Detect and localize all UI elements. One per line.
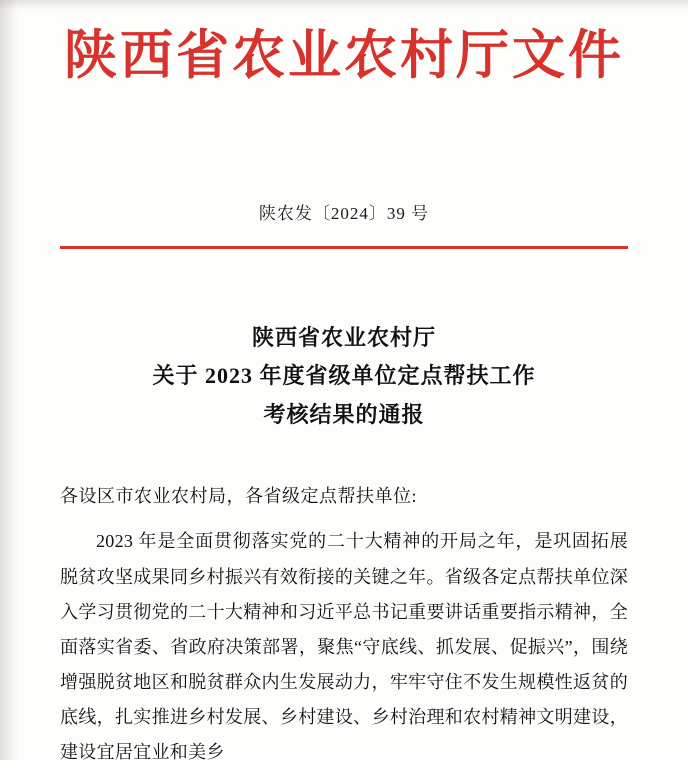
document-salutation: 各设区市农业农村局，各省级定点帮扶单位:: [60, 486, 417, 507]
document-number: 陕农发〔2024〕39 号: [258, 203, 430, 223]
document-subject: [60, 319, 628, 435]
subject-line-2: 关于 2023 年度省级单位定点帮扶工作: [152, 363, 536, 389]
subject-line-1: 陕西省农业农村厅: [251, 324, 436, 350]
subject-line-3: 考核结果的通报: [263, 401, 425, 427]
document-header: [60, 0, 628, 87]
document-title: 陕西省农业农村厅文件: [64, 27, 624, 85]
red-divider-rule: [60, 246, 628, 249]
page-left-shadow: [0, 0, 18, 760]
document-body-paragraph: 2023 年是全面贯彻落实党的二十大精神的开局之年，是巩固拓展脱贫攻坚成果同乡村振兴有效衔接的关键之年。省级各定点帮扶单位深入学习贯彻党的二十大精神和习近平总书记重要讲话重要指示精神，全面落实省委、省政府决策部署，聚焦“守底线、抓发展、促振兴”，围绕增强脱贫地区和脱贫群众内生发展动力，牢牢守住不发生规模性返贫的底线，扎实推进乡村发展、乡村建设、乡村治理和农村精神文明建设，建设宜居宜业和美乡: [60, 531, 628, 762]
